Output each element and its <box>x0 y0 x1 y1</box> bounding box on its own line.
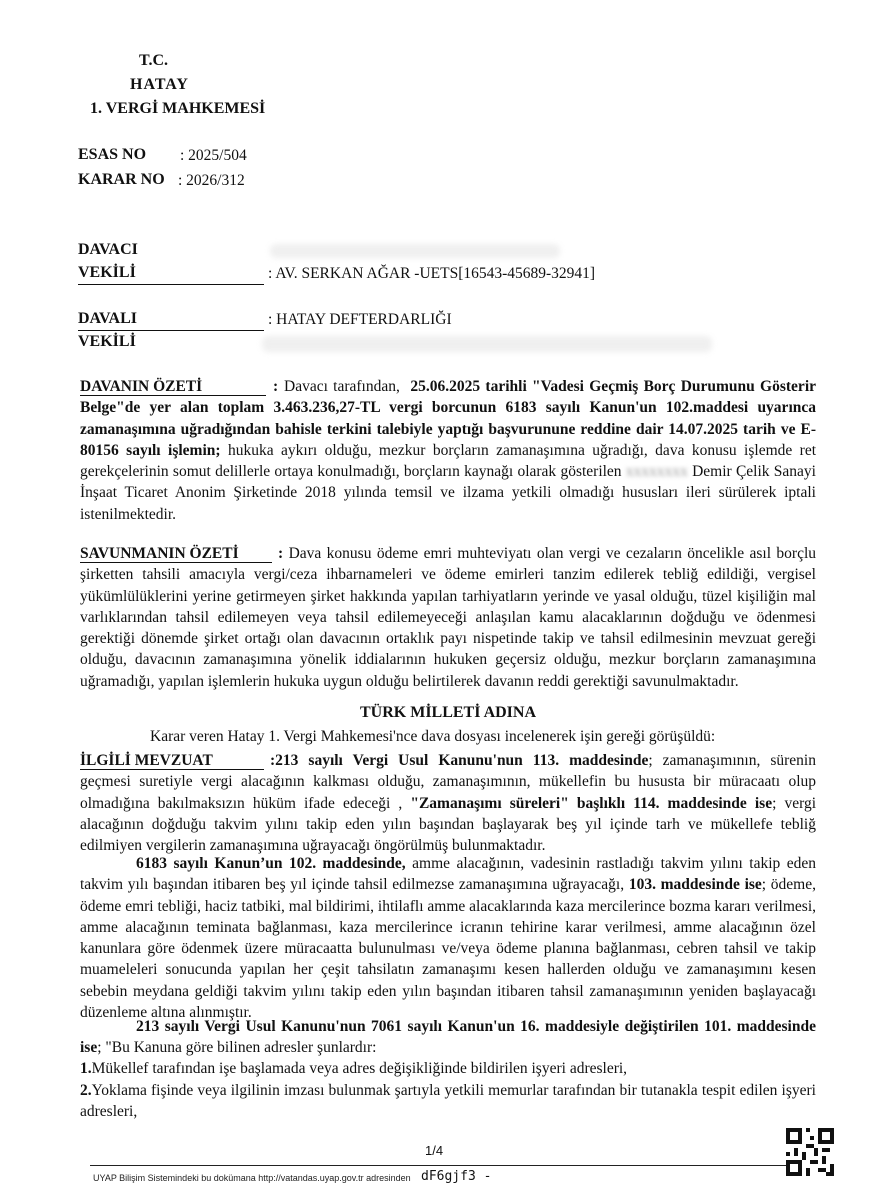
davaci-label: DAVACI <box>78 241 138 258</box>
mevzuat-bold1: :213 sayılı Vergi Usul Kanunu'nun 113. maddesinde <box>270 752 649 769</box>
mevzuat-text4: ; ödeme, ödeme emri tebliği, haciz tatbiki, mal bildirimi, ihtilaflı amme alacaklarında kaza mercilerince bozma kararı verilmesi, amme alacağının teminata bağlanması, kaza mercilerince icranın tehirine karar verilmesi, amme alacağının özel kanunlara göre ödenmek üzere müracaatta bulunulması ve/veya ödeme planına bağlanması, cebren tahsil ve takip muameleleri sonucunda yapılan her çeşit tahsilatın zamanaşımı kesen hallerden olduğu ve zamanaşımını kesen sebebin meydana geldiği takvim yılını takip eden yılın başından itibaren tahsil zamanaşımının yeniden başlayacağı düzenleme altına alınmıştır. <box>80 876 816 1022</box>
davali-underline <box>78 330 264 331</box>
footer-rule <box>90 1165 796 1166</box>
qr-code-icon <box>786 1128 834 1176</box>
header-tc: T.C. <box>139 52 169 69</box>
item1-text: Mükellef tarafından işe başlamada veya adres değişikliğinde bildirilen işyeri adresleri, <box>91 1060 628 1077</box>
savunma-text: Dava konusu ödeme emri muhteviyatı olan vergi ve cezaların öncelikle asıl borçlu şirketten tahsili amacıyla vergi/ceza ihbarnameleri ve ödeme emirleri tanzim edilerek tebliğ edildiği, vergisel yükümlülüklerini yerine getirmeyen şirket hakkında yapılan tarhiyatların yerinde ve yasal olduğu, tüzel kişiliğin mal varlıklarından tahsil edilemeyen veya tahsil edilemeyeceği anlaşılan kamu alacaklarının doğduğu ve ödenmesi gerektiği dönemde şirket ortağı olan davacının ortaklık payı nispetinde takip ve tahsil edilmesinin mevzuat gereği olduğu, davacının zamanaşımına yönelik iddialarının hukuken geçersiz olduğu, mezkur borçların zamanaşımına uğramadığı, yapılan işlemlerin hukuka uygun olduğu belirtilerek davanın reddi gerektiği savunulmaktadır. <box>80 545 817 690</box>
mevzuat-bold3: 6183 sayılı Kanun’un 102. maddesinde, <box>136 855 406 872</box>
savunma-colon: : <box>278 545 284 562</box>
vekili-label: VEKİLİ <box>78 264 136 281</box>
ozet-text-c: Demir Çelik Sanayi İnşaat Ticaret Anonim Şirketinde 2018 yılında temsil ve ilzama yetkili olmadığı hususları ileri sürülerek iptali istenilmektedir. <box>80 463 816 523</box>
decision-intro: Karar veren Hatay 1. Vergi Mahkemesi'nce dava dosyası incelenerek işin gereği görüşüldü: <box>150 728 716 745</box>
esas-value: : 2025/504 <box>180 147 247 164</box>
davali-label: DAVALI <box>78 310 137 327</box>
6183-paragraph <box>80 853 816 1023</box>
address-item-1 <box>80 1058 816 1079</box>
davali-value: : HATAY DEFTERDARLIĞI <box>268 311 452 328</box>
mevzuat-text1: ; zamanaşımının, sürenin geçmesi suretiyle vergi alacağının kalkması olduğu, zamanaşımının, mükellefin bu hususta bir müracaatı olup olmadığına bakılmaksızın hüküm ifade edeceği , <box>80 752 816 812</box>
karar-value: : 2026/312 <box>178 172 245 189</box>
footer-note: UYAP Bilişim Sistemindeki bu dokümana http://vatandas.uyap.gov.tr adresinden <box>93 1173 411 1183</box>
ozet-text-a: Davacı tarafından, <box>284 378 400 395</box>
address-item-2 <box>80 1080 816 1123</box>
item2-text: Yoklama fişinde veya ilgilinin imzası bulunmak şartıyla yetkili memurlar tarafından bir tutanakla tespit edilen işyeri adresleri, <box>80 1082 816 1121</box>
vekili-value: : AV. SERKAN AĞAR -UETS[16543-45689-32941] <box>268 265 596 282</box>
decision-title: TÜRK MİLLETİ ADINA <box>359 704 537 721</box>
page-number: 1/4 <box>425 1143 444 1158</box>
dava-ozeti-label: DAVANIN ÖZETİ <box>80 378 203 395</box>
footer-code: dF6gjf3 - <box>421 1169 492 1184</box>
mevzuat-label: İLGİLİ MEVZUAT <box>80 752 213 769</box>
redacted-davaci <box>270 244 560 258</box>
mevzuat-text5: ; "Bu Kanuna göre bilinen adresler şunlardır: <box>97 1039 377 1057</box>
redacted-company: xxxxxxxx <box>625 463 688 481</box>
dava-ozeti-colon: : <box>273 378 279 395</box>
savunma-ozeti-label: SAVUNMANIN ÖZETİ <box>80 545 239 562</box>
mevzuat-text3: amme alacağının, vadesinin rastladığı takvim yılını takip eden takvim yılı başından itibaren beş yıl içinde tahsil edilmezse zamanaşımına uğrayacağı, <box>80 855 817 894</box>
item1-num: 1. <box>80 1060 92 1077</box>
mevzuat-text2: ; vergi alacağının doğduğu takvim yılını takip eden yılın başından başlayarak beş yıl içinde tarh ve mükellefe tebliğ edilmiyen vergilerin zamanaşımına uğrayacağı öngörülmüş bulunmaktadır. <box>80 794 817 855</box>
vekili-underline <box>78 284 264 285</box>
mevzuat-bold4: 103. maddesinde ise <box>628 876 762 894</box>
header-city: HATAY <box>130 76 189 93</box>
esas-label: ESAS NO <box>78 146 147 163</box>
item2-num: 2. <box>80 1082 92 1099</box>
mevzuat-bold5: 213 sayılı Vergi Usul Kanunu'nun 7061 sayılı Kanun'un 16. maddesiyle değiştirilen 101. maddesinde ise <box>80 1018 816 1057</box>
vekili2-label: VEKİLİ <box>78 333 136 350</box>
redacted-vekili2 <box>262 336 712 352</box>
mevzuat-bold2: "Zamanaşımı süreleri" başlıklı 114. maddesinde ise <box>410 794 773 812</box>
header-court: 1. VERGİ MAHKEMESİ <box>90 100 266 117</box>
savunma-ozeti-paragraph <box>80 543 816 692</box>
karar-label: KARAR NO <box>78 171 165 188</box>
ozet-text-b: hukuka aykırı olduğu, mezkur borçların zamanaşımına uğradığı, dava konusu işlemde ret gerekçelerinin somut delillerle ortaya konulmadığı, borçların kaynağı olarak gösterilen <box>80 441 817 481</box>
dava-ozeti-paragraph <box>80 376 816 525</box>
ozet-bold-a: 25.06.2025 tarihli "Vadesi Geçmiş Borç Durumunu Gösterir Belge"de yer alan toplam 3.463.236,27-TL vergi borcunun 6183 sayılı Kanun'un 102.maddesi uyarınca zamanaşımına uğradığından bahisle terkini talebiyle yaptığı başvurunune reddine dair 14.07.2025 tarih ve E-80156 sayılı işlemin; <box>80 378 817 459</box>
mevzuat-paragraph <box>80 750 816 856</box>
213-paragraph <box>80 1016 816 1059</box>
